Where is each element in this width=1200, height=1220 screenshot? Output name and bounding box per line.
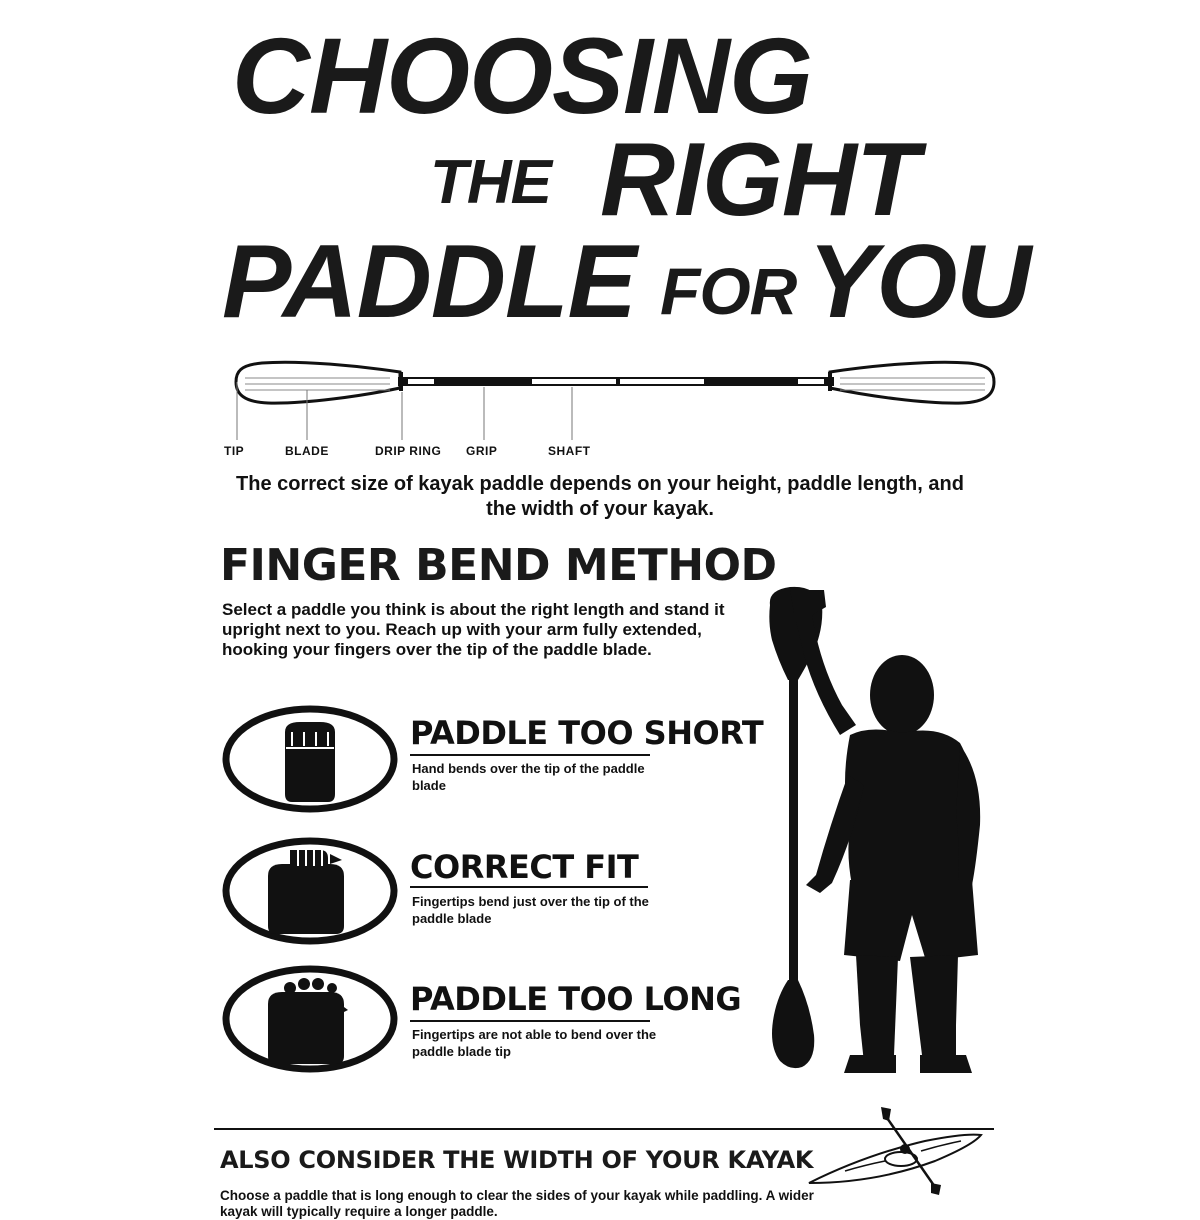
title-for: FOR bbox=[660, 254, 797, 328]
title-you: YOU bbox=[808, 224, 1031, 340]
left-blade bbox=[236, 362, 400, 403]
intro-text: The correct size of kayak paddle depends on your height, paddle length, and the width of your kayak. bbox=[236, 473, 964, 520]
title-paddle: PADDLE bbox=[222, 224, 636, 340]
fingertips-over-blade-icon bbox=[220, 836, 400, 946]
option-too-long-title: PADDLE TOO LONG bbox=[410, 980, 742, 1018]
label-shaft: SHAFT bbox=[548, 444, 591, 458]
label-blade: BLADE bbox=[285, 444, 329, 458]
kayak-width-heading: ALSO CONSIDER THE WIDTH OF YOUR KAYAK bbox=[220, 1146, 814, 1174]
drip-ring-left bbox=[399, 372, 403, 391]
drip-ring-right bbox=[828, 372, 832, 391]
option-too-short-rule bbox=[410, 754, 650, 756]
option-too-long-text: Fingertips are not able to bend over the paddle blade tip bbox=[412, 1027, 657, 1059]
title-right: RIGHT bbox=[600, 122, 919, 238]
finger-bend-description: Select a paddle you think is about the right length and stand it upright next to you. Reach up with your arm fully extended, hooking your fingers over the tip of the paddle blade. bbox=[222, 600, 725, 659]
option-correct-fit-rule bbox=[410, 886, 648, 888]
label-tip: TIP bbox=[224, 444, 245, 458]
option-correct-fit-title: CORRECT FIT bbox=[410, 848, 639, 886]
right-blade bbox=[830, 362, 994, 403]
option-too-short-text: Hand bends over the tip of the paddle blade bbox=[412, 761, 645, 793]
paddle-diagram bbox=[0, 0, 1200, 460]
label-drip-ring: DRIP RING bbox=[375, 444, 442, 458]
person-with-paddle-illustration bbox=[760, 585, 1020, 1085]
option-too-long-rule bbox=[410, 1020, 650, 1022]
finger-bend-heading: FINGER BEND METHOD bbox=[220, 540, 777, 591]
hand-over-blade-icon bbox=[220, 704, 400, 814]
option-too-short-title: PADDLE TOO SHORT bbox=[410, 714, 764, 752]
option-correct-fit-text: Fingertips bend just over the tip of the paddle blade bbox=[412, 894, 649, 926]
kayak-width-text: Choose a paddle that is long enough to clear the sides of your kayak while paddling. A wider kayak will typically require a longer paddle. bbox=[220, 1188, 814, 1219]
title-the: THE bbox=[430, 148, 551, 217]
fingertips-below-tip-icon bbox=[220, 964, 400, 1074]
title-line-1: CHOOSING bbox=[232, 15, 813, 136]
kayak-icon bbox=[805, 1105, 985, 1195]
label-grip: GRIP bbox=[466, 444, 498, 458]
